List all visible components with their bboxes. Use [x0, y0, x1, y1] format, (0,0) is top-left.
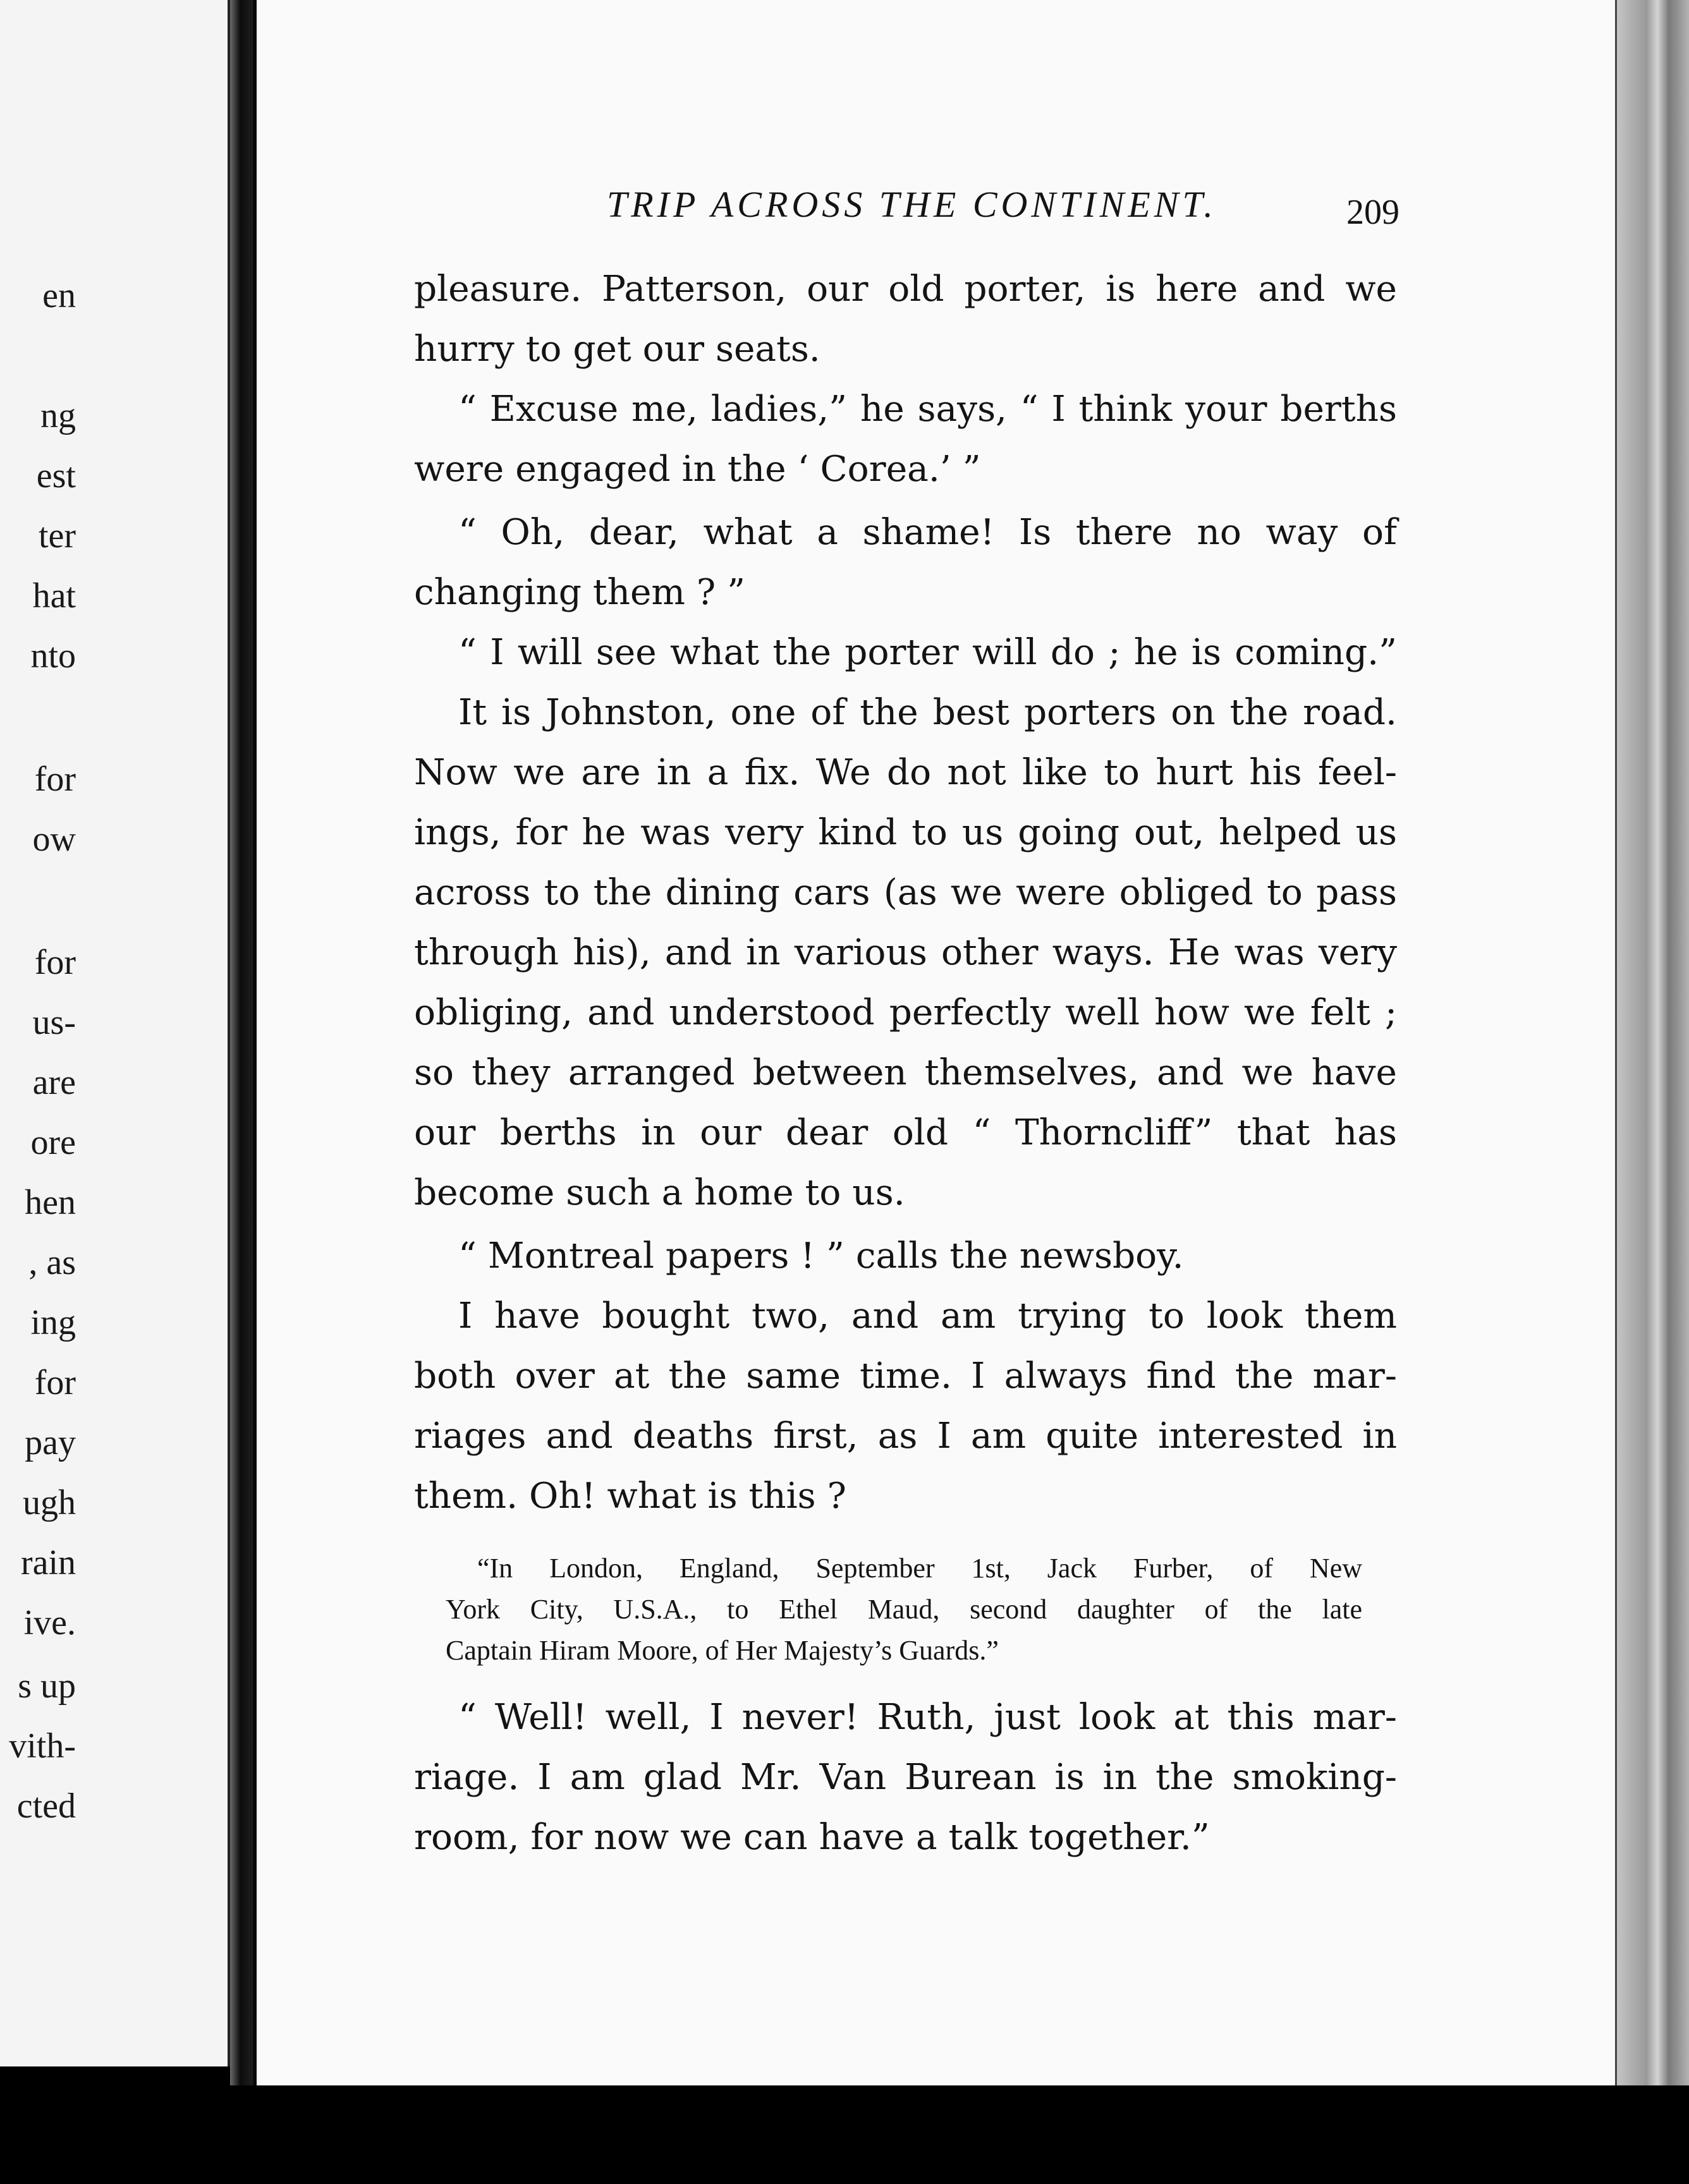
text-line: ings, for he was very kind to us going out, helped us — [414, 812, 1397, 853]
facing-page-fragment: ter — [38, 516, 76, 555]
text-line: changing them ? ” — [414, 572, 746, 613]
facing-page-fragment: ow — [32, 820, 76, 859]
facing-page-fragment: ive. — [23, 1603, 76, 1642]
facing-page-fragment: ing — [30, 1303, 76, 1342]
facing-page-fragment: for — [34, 1363, 76, 1402]
text-line: “ I will see what the porter will do ; he is coming.” — [458, 632, 1397, 673]
quoted-notice-line: York City, U.S.A., to Ethel Maud, second daughter of the late — [446, 1594, 1362, 1625]
page-edges — [1615, 0, 1689, 2098]
facing-page-fragment: ore — [30, 1123, 76, 1162]
text-line: “ Well! well, I never! Ruth, just look at this mar- — [458, 1697, 1397, 1738]
facing-page-fragment: ugh — [23, 1483, 76, 1522]
text-line: across to the dining cars (as we were obliged to pass — [414, 872, 1397, 913]
book-gutter — [230, 0, 253, 2085]
facing-page-fragment: hat — [32, 576, 76, 616]
facing-page-fragment: pay — [25, 1423, 76, 1462]
facing-page-fragment: ng — [40, 396, 76, 435]
text-line: pleasure. Patterson, our old porter, is here and we — [414, 269, 1397, 310]
text-line: were engaged in the ‘ Corea.’ ” — [414, 449, 981, 490]
facing-page-fragment: vith- — [9, 1726, 76, 1766]
text-line: I have bought two, and am trying to look them — [458, 1295, 1397, 1337]
text-line: “ Oh, dear, what a shame! Is there no way of — [458, 512, 1397, 553]
facing-page-fragment: rain — [20, 1543, 76, 1582]
text-line: both over at the same time. I always find the mar- — [414, 1356, 1397, 1397]
text-line: our berths in our dear old “ Thorncliff” that has — [414, 1112, 1397, 1153]
quoted-notice-line: Captain Hiram Moore, of Her Majesty’s Guards.” — [446, 1635, 999, 1666]
text-line: “ Montreal papers ! ” calls the newsboy. — [458, 1235, 1184, 1277]
facing-page-fragment: nto — [30, 636, 76, 676]
text-line: riage. I am glad Mr. Van Burean is in the smoking- — [414, 1757, 1397, 1798]
facing-page-fragment: for — [34, 760, 76, 799]
text-line: “ Excuse me, ladies,” he says, “ I think your berths — [458, 389, 1397, 430]
facing-page-fragment: est — [36, 456, 76, 495]
facing-page — [0, 0, 230, 2066]
facing-page-fragment: en — [42, 276, 76, 315]
facing-page-fragment: s up — [18, 1666, 76, 1706]
text-line: It is Johnston, one of the best porters on the road. — [458, 692, 1397, 733]
facing-page-fragment: are — [32, 1063, 76, 1102]
page-number: 209 — [1346, 193, 1399, 232]
scan-border — [0, 2085, 1689, 2184]
text-line: obliging, and understood perfectly well how we felt ; — [414, 992, 1397, 1033]
text-line: so they arranged between themselves, and we have — [414, 1052, 1397, 1093]
facing-page-fragment: hen — [25, 1183, 76, 1222]
facing-page-fragment: us- — [32, 1003, 76, 1042]
quoted-notice-line: “In London, England, September 1st, Jack Furber, of New — [477, 1553, 1362, 1584]
text-line: through his), and in various other ways. He was very — [414, 932, 1397, 973]
text-line: become such a home to us. — [414, 1172, 905, 1213]
facing-page-fragment: for — [34, 943, 76, 982]
text-line: Now we are in a fix. We do not like to hurt his feel- — [414, 752, 1397, 793]
facing-page-fragment: , as — [28, 1243, 76, 1282]
text-line: hurry to get our seats. — [414, 329, 820, 370]
running-head: TRIP ACROSS THE CONTINENT. — [607, 184, 1217, 225]
text-line: riages and deaths first, as I am quite interested in — [414, 1416, 1397, 1457]
text-line: room, for now we can have a talk together.” — [414, 1817, 1210, 1858]
text-line: them. Oh! what is this ? — [414, 1476, 846, 1517]
facing-page-fragment: cted — [16, 1787, 76, 1826]
